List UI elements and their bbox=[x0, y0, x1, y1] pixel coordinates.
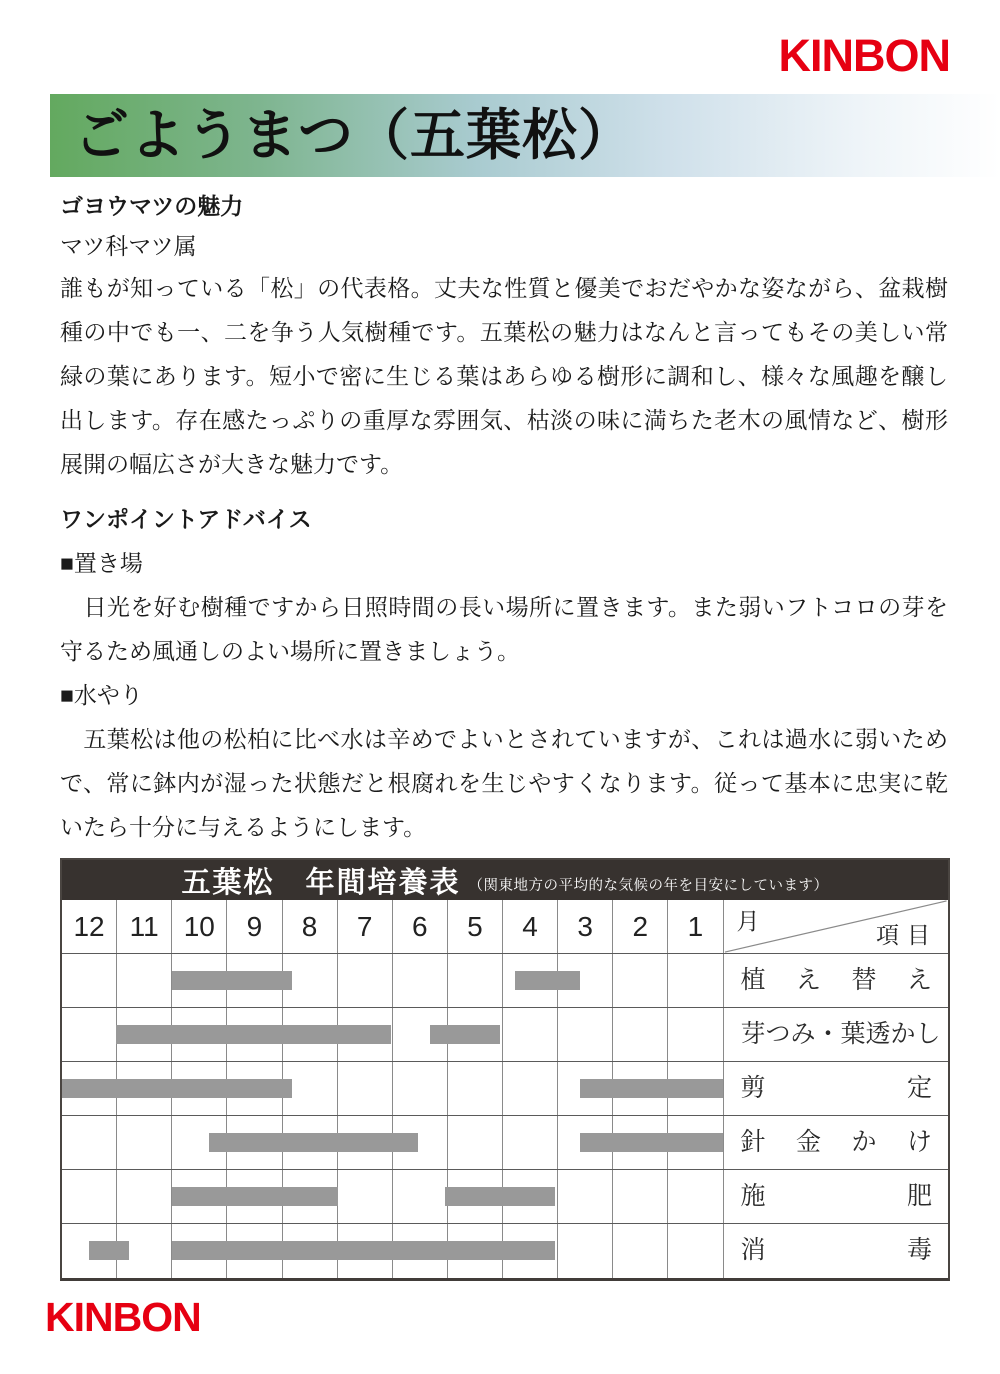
intro-section bbox=[60, 186, 948, 486]
month-cell-2: 2 bbox=[613, 900, 668, 953]
schedule-row bbox=[62, 1062, 948, 1116]
schedule-bar bbox=[580, 1133, 723, 1152]
grid-cell bbox=[558, 1224, 613, 1278]
grid-cell bbox=[558, 1170, 613, 1223]
corner-cell bbox=[724, 900, 948, 953]
grid-cell bbox=[117, 1116, 172, 1169]
schedule-bar bbox=[172, 971, 292, 990]
month-cell-3: 3 bbox=[558, 900, 613, 953]
month-cell-12: 12 bbox=[62, 900, 117, 953]
schedule-bar bbox=[62, 1079, 292, 1098]
grid-cell bbox=[503, 1116, 558, 1169]
advice-heading: ワンポイントアドバイス bbox=[60, 506, 312, 532]
schedule-row bbox=[62, 1008, 948, 1062]
grid-cell bbox=[338, 1062, 393, 1115]
grid-cell bbox=[62, 1170, 117, 1223]
schedule-bar bbox=[515, 971, 581, 990]
schedule-table-subtitle: （関東地方の平均的な気候の年を目安にしています） bbox=[468, 877, 829, 894]
schedule-bar bbox=[172, 1241, 555, 1260]
bar-area bbox=[62, 1008, 724, 1061]
grid-cell bbox=[448, 1062, 503, 1115]
schedule-bar bbox=[445, 1187, 555, 1206]
month-cell-4: 4 bbox=[503, 900, 558, 953]
month-cell-9: 9 bbox=[227, 900, 282, 953]
schedule-rows bbox=[62, 954, 948, 1278]
kinbon-logo-bottom: KINBON bbox=[45, 1294, 201, 1340]
grid-cell bbox=[668, 1170, 723, 1223]
schedule-table-header bbox=[62, 860, 948, 900]
month-cells bbox=[62, 900, 724, 953]
month-header-row bbox=[62, 900, 948, 954]
grid-cell bbox=[393, 1170, 448, 1223]
month-cell-5: 5 bbox=[448, 900, 503, 953]
month-cell-7: 7 bbox=[338, 900, 393, 953]
advice-section bbox=[60, 497, 948, 849]
row-label: 施肥 bbox=[740, 1182, 932, 1210]
schedule-bar bbox=[172, 1187, 337, 1206]
bar-area bbox=[62, 1116, 724, 1169]
schedule-bar bbox=[580, 1079, 723, 1098]
row-label: 消毒 bbox=[740, 1236, 932, 1264]
month-cell-10: 10 bbox=[172, 900, 227, 953]
schedule-row bbox=[62, 1224, 948, 1278]
grid-cell bbox=[613, 1170, 668, 1223]
month-cell-8: 8 bbox=[283, 900, 338, 953]
bar-area bbox=[62, 1062, 724, 1115]
schedule-bar bbox=[430, 1025, 501, 1044]
grid-cell bbox=[62, 954, 117, 1007]
schedule-table-title: 五葉松 年間培養表 bbox=[181, 866, 461, 899]
grid-cell bbox=[338, 1170, 393, 1223]
month-cell-1: 1 bbox=[668, 900, 723, 953]
grid-cell bbox=[448, 954, 503, 1007]
row-label: 針金かけ bbox=[740, 1128, 932, 1156]
advice-paragraph-placement: 日光を好む樹種ですから日照時間の長い場所に置きます。また弱いフトコロの芽を守るため風通しのよい場所に置きましょう。 bbox=[60, 594, 948, 664]
grid-cell bbox=[613, 954, 668, 1007]
intro-subheading: マツ科マツ属 bbox=[60, 233, 197, 259]
grid-cell bbox=[668, 954, 723, 1007]
bar-area bbox=[62, 1224, 724, 1278]
month-cell-11: 11 bbox=[117, 900, 172, 953]
page-title: ごようまつ（五葉松） bbox=[74, 105, 635, 166]
intro-heading: ゴヨウマツの魅力 bbox=[60, 193, 244, 219]
row-label: 芽つみ・葉透かし bbox=[740, 1020, 941, 1048]
corner-label-month: 月 bbox=[736, 908, 760, 934]
row-label: 植え替え bbox=[740, 966, 932, 994]
grid-cell bbox=[503, 1062, 558, 1115]
care-schedule-table bbox=[60, 858, 950, 1281]
schedule-row bbox=[62, 1116, 948, 1170]
grid-cell bbox=[62, 1116, 117, 1169]
schedule-bar bbox=[209, 1133, 418, 1152]
bar-area bbox=[62, 1170, 724, 1223]
schedule-row bbox=[62, 954, 948, 1008]
grid-cell bbox=[503, 1008, 558, 1061]
grid-cell bbox=[117, 954, 172, 1007]
row-label: 剪定 bbox=[740, 1074, 932, 1102]
grid-cell bbox=[668, 1008, 723, 1061]
grid-cell bbox=[117, 1170, 172, 1223]
grid-cell bbox=[448, 1116, 503, 1169]
advice-paragraph-watering: 五葉松は他の松柏に比べ水は辛めでよいとされていますが、これは過水に弱いためで、常に鉢内が湿った状態だと根腐れを生じやすくなります。従って基本に忠実に乾いたら十分に与えるようにします。 bbox=[60, 726, 948, 840]
grid-cell bbox=[613, 1224, 668, 1278]
advice-subhead-placement: ■置き場 bbox=[60, 550, 143, 576]
intro-paragraph: 誰もが知っている「松」の代表格。丈夫な性質と優美でおだやかな姿ながら、盆栽樹種の中でも一、二を争う人気樹種です。五葉松の魅力はなんと言ってもその美しい常緑の葉にあります。短小で密に生じる葉はあらゆる樹形に調和し、様々な風趣を醸し出します。存在感たっぷりの重厚な雰囲気、枯淡の味に満ちた老木の風情など、樹形展開の幅広さが大きな魅力です。 bbox=[60, 275, 948, 477]
grid-cell bbox=[62, 1008, 117, 1061]
title-banner bbox=[50, 94, 1000, 177]
bar-area bbox=[62, 954, 724, 1007]
advice-subhead-watering: ■水やり bbox=[60, 682, 143, 708]
month-cell-6: 6 bbox=[393, 900, 448, 953]
grid-cell bbox=[393, 954, 448, 1007]
grid-cell bbox=[338, 954, 393, 1007]
schedule-bar bbox=[116, 1025, 391, 1044]
corner-label-item: 項目 bbox=[875, 922, 938, 948]
grid-cell bbox=[558, 1008, 613, 1061]
kinbon-logo-top: KINBON bbox=[778, 30, 950, 81]
grid-cell bbox=[668, 1224, 723, 1278]
grid-cell bbox=[613, 1008, 668, 1061]
grid-cell bbox=[393, 1062, 448, 1115]
schedule-row bbox=[62, 1170, 948, 1224]
schedule-bar bbox=[89, 1241, 129, 1260]
